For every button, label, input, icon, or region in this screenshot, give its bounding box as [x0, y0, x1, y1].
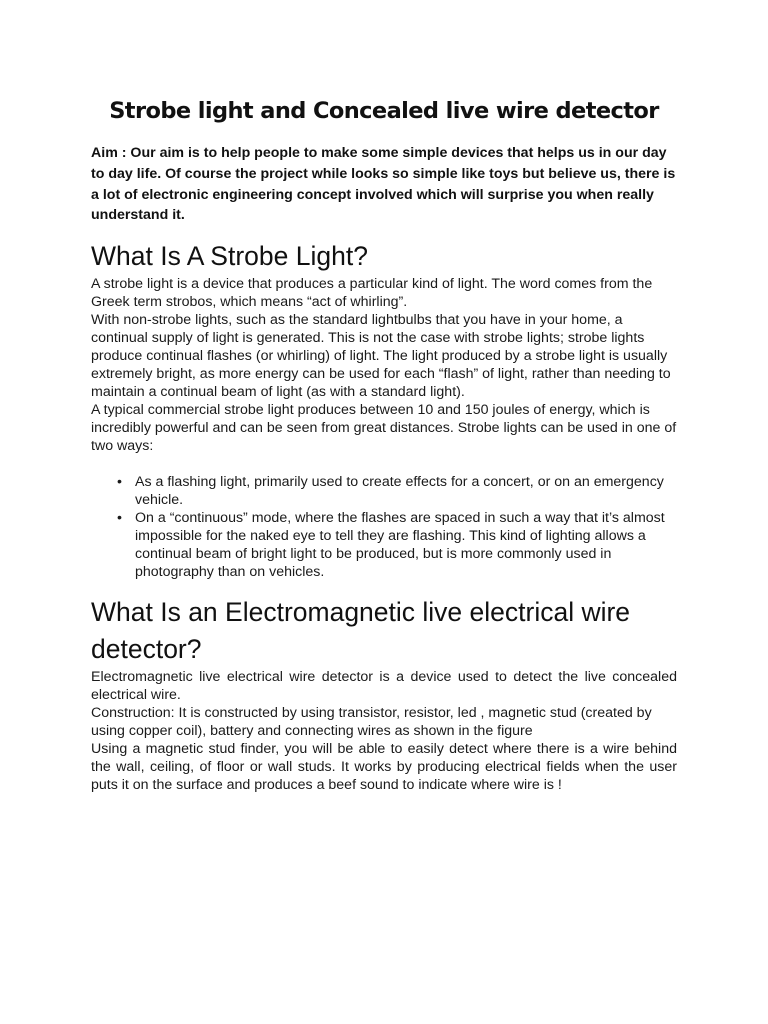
aim-paragraph: Aim : Our aim is to help people to make some simple devices that helps us in our day to day life. Of course the project while looks so simple like toys but believe us, there is a lot of electronic engineering concept involved which will surprise you when really understand it. — [91, 145, 676, 224]
section-wire-detector — [91, 594, 677, 794]
section-heading-strobe-light: What Is A Strobe Light? — [91, 241, 368, 272]
paragraph-strobe-definition: A strobe light is a device that produces a particular kind of light. The word comes from the Greek term strobos, which means “act of whirling”. — [91, 276, 653, 311]
section-heading-wire-detector: What Is an Electromagnetic live electrical wire detector? — [91, 597, 631, 665]
list-item-text: On a “continuous” mode, where the flashes are spaced in such a way that it’s almost impossible for the naked eye to tell they are flashing. This kind of lighting allows a continual beam of bright light to be produced, but is more commonly used in photography than on vehicles. — [135, 510, 665, 581]
document-title: Strobe light and Concealed live wire detector — [109, 98, 659, 124]
paragraph-construction: Construction: It is constructed by using transistor, resistor, led , magnetic stud (created by using copper coil), battery and connecting wires as shown in the figure — [91, 705, 652, 740]
section-strobe-light — [91, 238, 677, 581]
bullet-icon: • — [117, 510, 122, 527]
bullet-icon: • — [117, 474, 122, 491]
paragraph-commercial-strobe: A typical commercial strobe light produces between 10 and 150 joules of energy, which is incredibly powerful and can be seen from great distances. Strobe lights can be used in one of two ways: — [91, 402, 677, 455]
list-item — [117, 473, 677, 509]
paragraph-stud-finder: Using a magnetic stud finder, you will be able to easily detect where there is a wire behind the wall, ceiling, of floor or wall studs. It works by producing electrical fields when the user puts it on the surface and produces a beef sound to indicate where wire is ! — [91, 741, 677, 794]
list-item-text: As a flashing light, primarily used to create effects for a concert, or on an emergency vehicle. — [135, 474, 664, 509]
paragraph-non-strobe-lights: With non-strobe lights, such as the standard lightbulbs that you have in your home, a continual supply of light is generated. This is not the case with strobe lights; strobe lights produce continual flashes (or whirling) of light. The light produced by a strobe light is usually extremely bright, as more energy can be used for each “flash” of light, rather than needing to maintain a continual beam of light (as with a standard light). — [91, 312, 671, 401]
paragraph-detector-definition: Electromagnetic live electrical wire detector is a device used to detect the live concealed electrical wire. — [91, 669, 677, 704]
list-item — [117, 509, 677, 581]
bullet-list-strobe-uses — [91, 473, 677, 581]
